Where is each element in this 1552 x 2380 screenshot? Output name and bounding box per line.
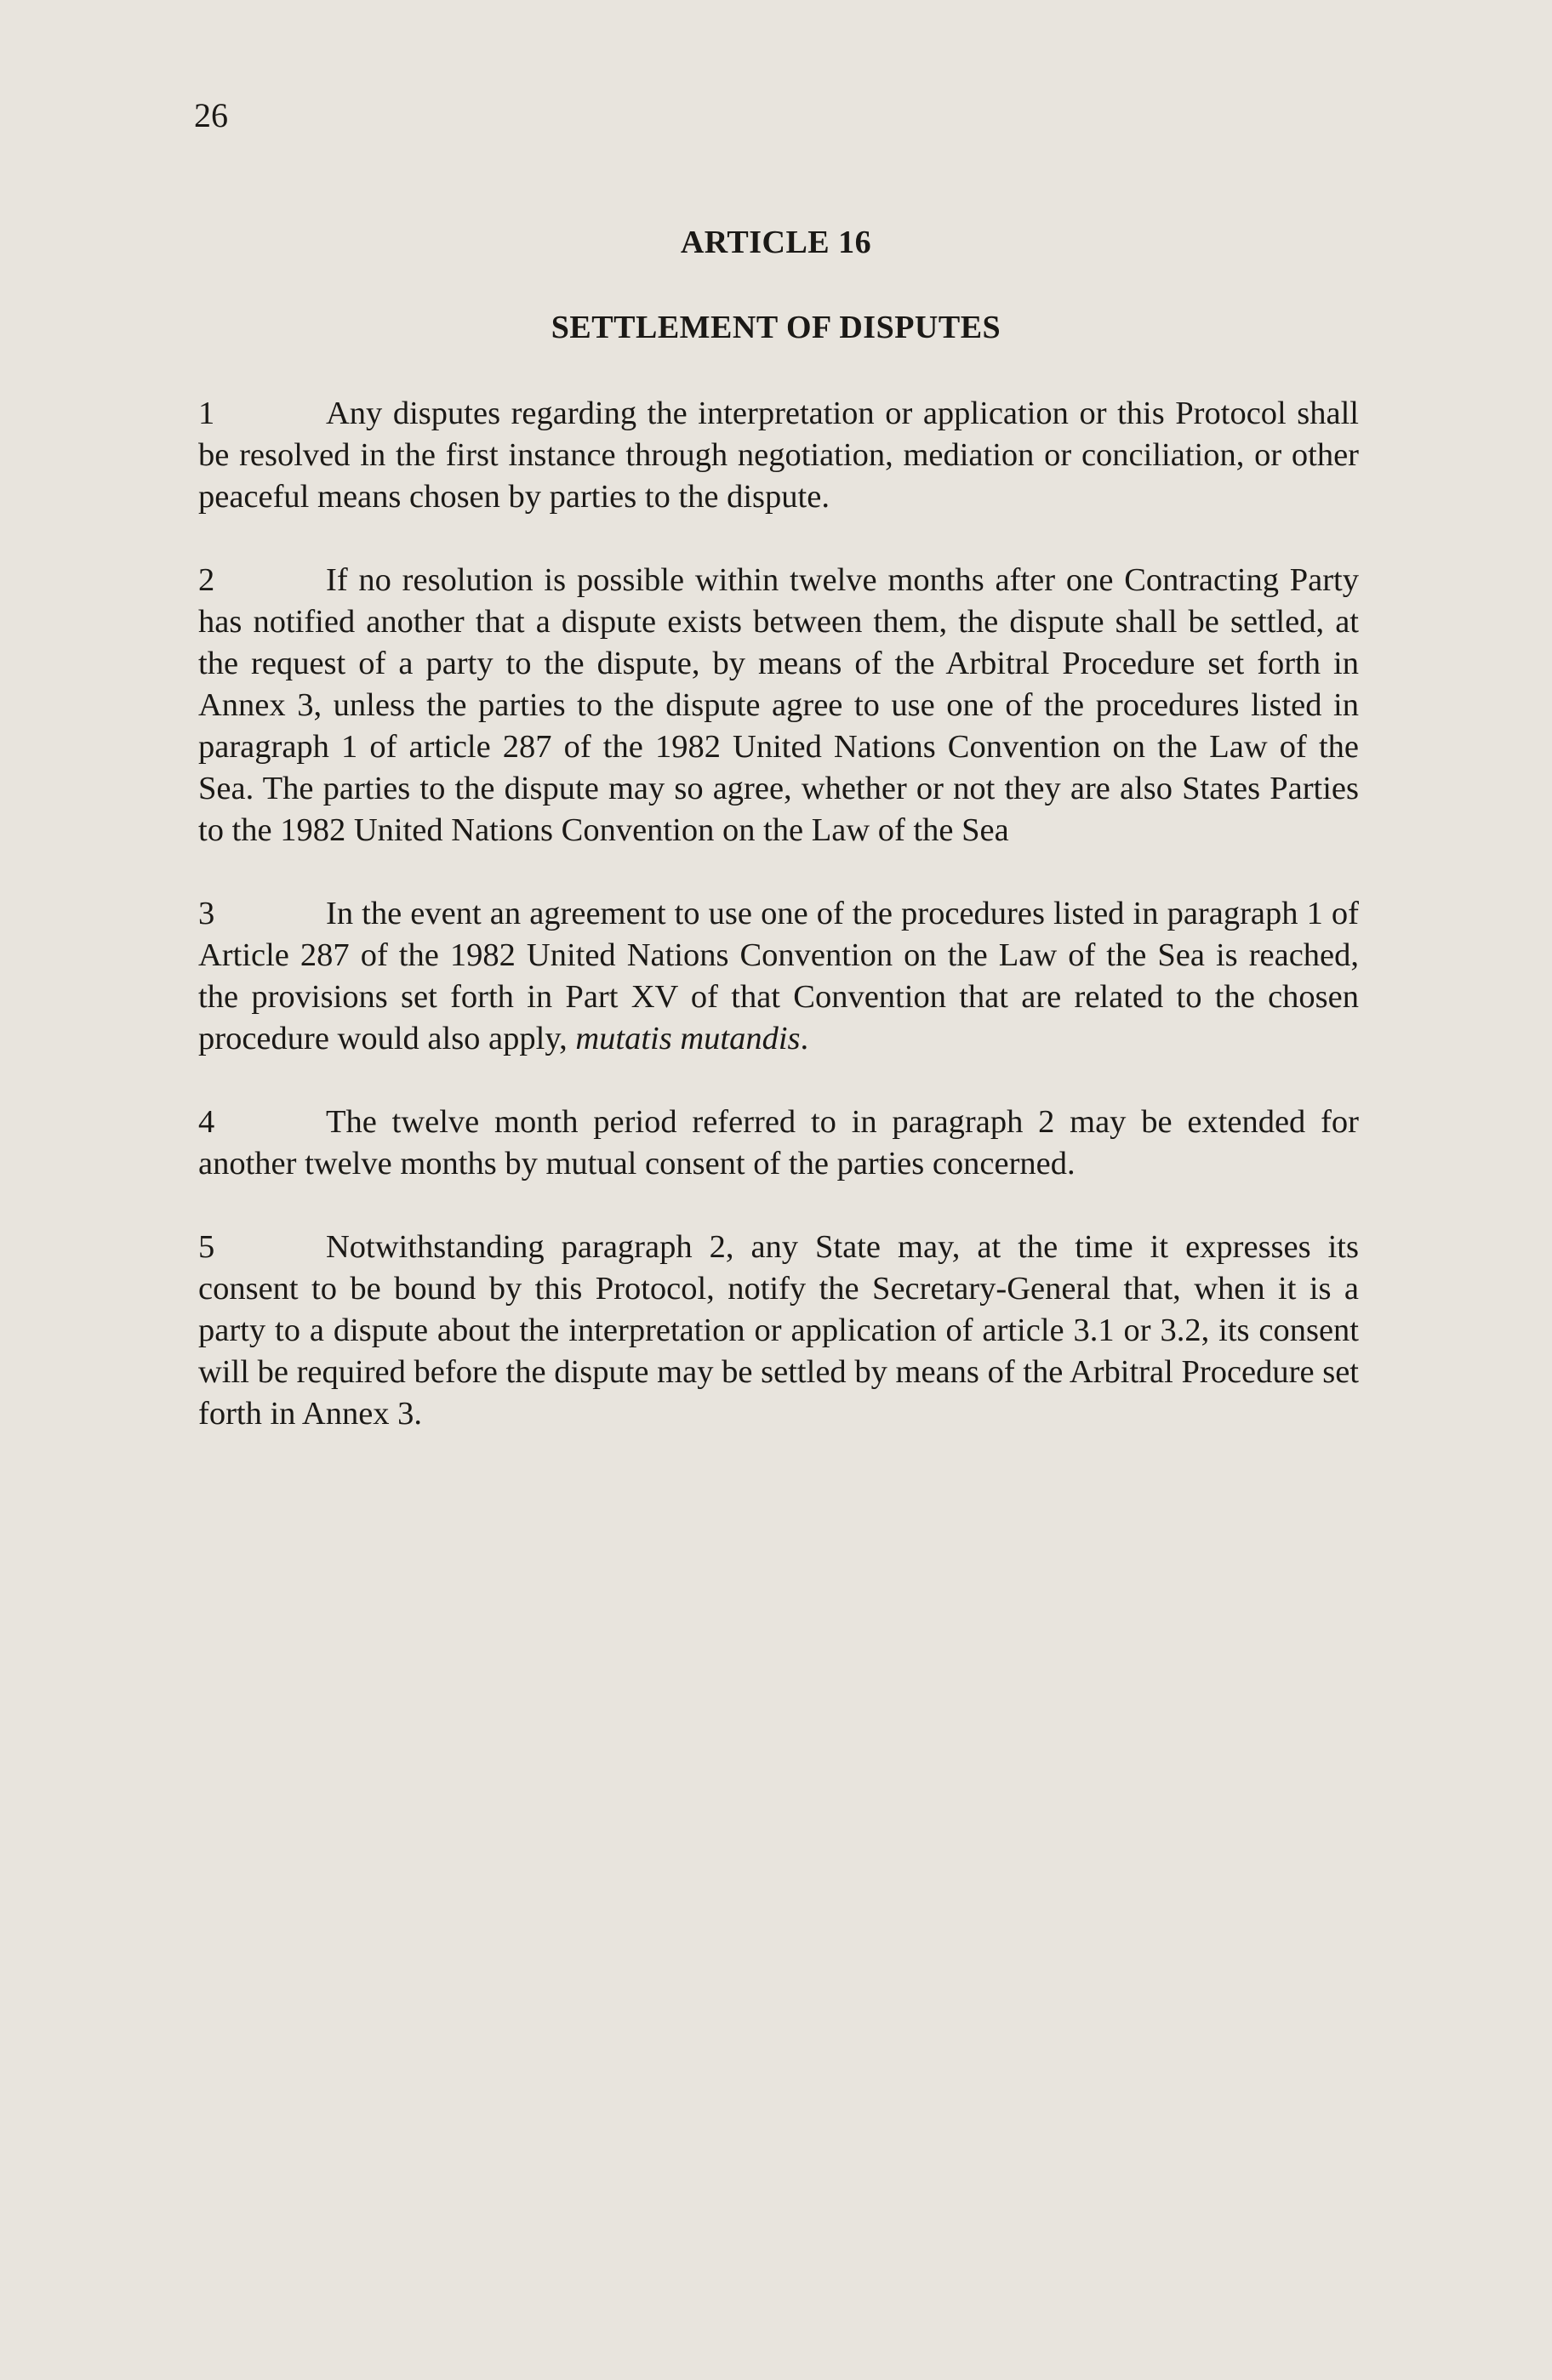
paragraph-5 — [198, 1227, 1359, 1435]
page-number: 26 — [194, 96, 228, 134]
paragraph-text: Notwithstanding paragraph 2, any State may, at the time it expresses its consent to be bound by this Protocol, notify the Secretary-General that, when it is a party to a dispute about the interpretation or application of article 3.1 or 3.2, its consent will be required before the dispute may be settled by means of the Arbitral Procedure set forth in Annex 3. — [198, 1229, 1359, 1432]
paragraph-number: 4 — [198, 1104, 215, 1140]
paragraph-number: 5 — [198, 1229, 215, 1265]
paragraph-number: 1 — [198, 396, 215, 431]
paragraph-text: In the event an agreement to use one of the procedures listed in paragraph 1 of Article 287 of the 1982 United Nations Convention on the Law of the Sea is reached, the provisions set forth in Part XV of that Convention that are related to the chosen procedure would also apply, — [198, 896, 1359, 1056]
paragraph-text: If no resolution is possible within twelve months after one Contracting Party has notified another that a dispute exists between them, the dispute shall be settled, at the request of a party to the dispute, by means of the Arbitral Procedure set forth in Annex 3, unless the parties to the dispute agree to use one of the procedures listed in paragraph 1 of article 287 of the 1982 United Nations Convention on the Law of the Sea. The parties to the dispute may so agree, whether or not they are also States Parties to the 1982 United Nations Convention on the Law of the Sea — [198, 562, 1359, 848]
paragraph-italic-phrase: mutatis mutandis — [575, 1021, 801, 1056]
paragraph-3 — [198, 893, 1359, 1060]
paragraph-text: Any disputes regarding the interpretation or application or this Protocol shall be resolved in the first instance through negotiation, mediation or conciliation, or other peaceful means chosen by parties to the dispute. — [198, 396, 1359, 515]
paragraph-4 — [198, 1102, 1359, 1185]
article-body — [198, 393, 1359, 1477]
paragraph-text: The twelve month period referred to in paragraph 2 may be extended for another twelve months by mutual consent of the parties concerned. — [198, 1104, 1359, 1181]
paragraph-number: 3 — [198, 896, 215, 931]
article-title: ARTICLE 16 — [680, 225, 872, 260]
paragraph-end-punctuation: . — [800, 1021, 809, 1056]
article-subtitle: SETTLEMENT OF DISPUTES — [551, 310, 1001, 345]
paragraph-number: 2 — [198, 562, 215, 598]
paragraph-2 — [198, 560, 1359, 851]
paragraph-1 — [198, 393, 1359, 518]
